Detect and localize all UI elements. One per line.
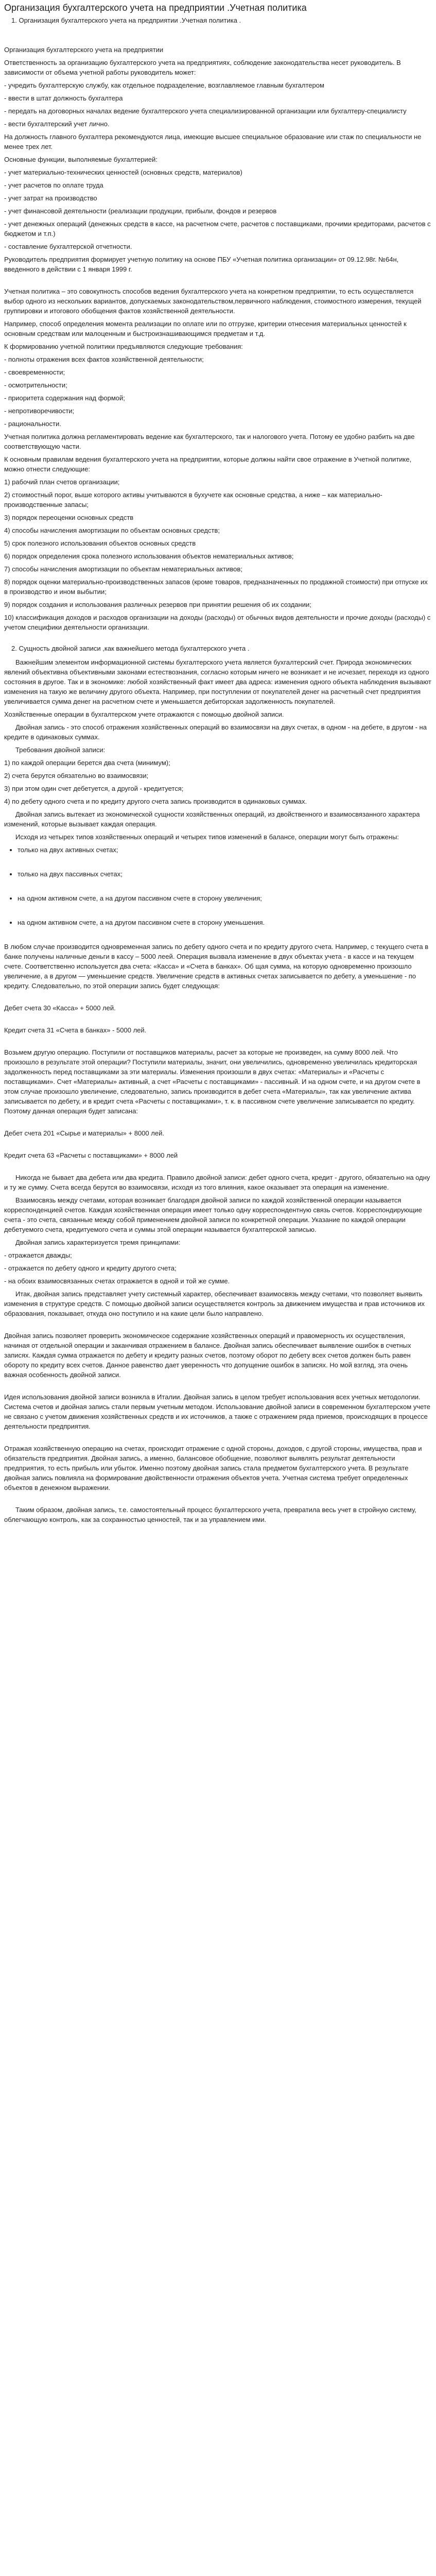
paragraph: - непротиворечивости; <box>4 407 75 415</box>
paragraph: Учетная политика – это совокупность способов ведения бухгалтерского учета на конкретном предприятии, то есть осуществляется выбор одного из нескольких вариантов, допускаемых законодательством,первичного наблюдения, стоимостного измерения, текущей группировки и итогового обобщения фактов хозяйственной деятельности. <box>4 287 422 315</box>
paragraph: - учет материально-технических ценностей (основных средств, материалов) <box>4 168 242 176</box>
paragraph: Ответственность за организацию бухгалтерского учета на предприятиях, соблюдение законодательства несет руководитель. В зависимости от объема учетной работы руководитель может: <box>4 59 401 76</box>
paragraph: В любом случае производится одновременная запись по дебету одного счета и по кредиту другого счета. Например, с текущего счета в банке получены наличные деньги в кассу – 5000 леей. Операция вызвала изменение в двух объектах учета - в кассе и на текущем счете. Соответственно используется два счета: «Касса» и «Счета в банках». Об щая сумма, на которую одновременно произошло увеличение, а в другом — уменьшение средств. Увеличение средств в активных счетах записывается по дебету, а уменьшение - по кредиту. Следовательно, по этой операции запись будет следующая: <box>4 943 429 990</box>
paragraph: - полноты отражения всех фактов хозяйственной деятельности; <box>4 355 204 363</box>
paragraph: Таким образом, двойная запись, т.е. самостоятельный процесс бухгалтерского учета, превратила весь учет в стройную систему, облегчающую контроль, как за сохранностью ценностей, так и за управлением ими. <box>4 1506 416 1523</box>
paragraph: 5) срок полезного использования объектов основных средств <box>4 539 196 547</box>
accounting-entry: Дебет счета 201 «Сырье и материалы» + 8000 лей. <box>4 1129 164 1137</box>
paragraph: 9) порядок создания и использования различных резервов при принятии решения об их создании; <box>4 601 311 608</box>
paragraph: К формированию учетной политики предъявляются следующие требования: <box>4 343 243 350</box>
accounting-entry: Кредит счета 63 «Расчеты с поставщиками» + 8000 лей <box>4 1151 178 1159</box>
paragraph: - передать на договорных началах ведение бухгалтерского учета специализированной организации или бухгалтеру-специалисту <box>4 107 407 115</box>
paragraph: Идея использования двойной записи возникла в Италии. Двойная запись в целом требует использования всех учетных методологии. Система счетов и двойная запись стали первым учетным методом. Использование двойной записи в современном бухгалтерском учете не связано с учетом движения хозяйственных средств и их источников, а также с отражением ряда приемов, происходящих в процессе деятельности предприятия. <box>4 1393 430 1430</box>
paragraph: 2) стоимостный порог, выше которого активы учитываются в бухучете как основные средства, а ниже – как материально-производственные запасы; <box>4 491 382 509</box>
section-accounting-policy <box>4 286 432 632</box>
paragraph: 1) по каждой операции берется два счета (минимум); <box>4 759 170 767</box>
paragraph: Возьмем другую операцию. Поступили от поставщиков материалы, расчет за которые не произведен, на сумму 8000 лей. Что произошло в результате этой операции? Поступили материалы, значит, они увеличились, одновременно увеличилась кредиторская задолженность перед поставщиками за эти материалы. Изменения произошли в двух счетах: «Материалы» и «Расчеты с поставщиками». Счет «Материалы» активный, а счет «Расчеты с поставщиками» - пассивный. И на одном счете, и на другом счете в этом случае произошло увеличение, следовательно, запись производится в дебет счета «Материалы», так как увеличение актива записывается по дебету, и в кредит счета «Расчеты с поставщиками», т. к. в пассивном счете увеличение записывается по кредиту. Поэтому данная операция будет записана: <box>4 1048 421 1115</box>
paragraph: - ввести в штат должность бухгалтера <box>4 94 123 102</box>
paragraph: 3) порядок переоценки основных средств <box>4 514 134 521</box>
paragraph: На должность главного бухгалтера рекомендуются лица, имеющие высшее специальное образование или стаж по специальности не менее трех лет. <box>4 133 422 150</box>
paragraph: Например, способ определения момента реализации по оплате или по отгрузке, критерии отнесения материальных ценностей к основным средствам или малоценным и быстроизнашивающимся предметам и т.д. <box>4 320 407 337</box>
paragraph: Требования двойной записи: <box>15 746 106 754</box>
paragraph: Исходя из четырех типов хозяйственных операций и четырех типов изменений в балансе, операции могут быть отражены: <box>15 833 399 841</box>
paragraph: Хозяйственные операции в бухгалтерском учете отражаются с помощью двойной записи. <box>4 710 284 718</box>
paragraph: - на обоих взаимосвязанных счетах отражается в одной и той же сумме. <box>4 1277 230 1285</box>
paragraph: - рациональности. <box>4 420 61 428</box>
paragraph: Двойная запись - это способ отражения хозяйственных операций во взаимосвязи на двух счетах, в одном - на дебете, в другом - на кредите в одинаковых суммах. <box>4 723 427 741</box>
paragraph: - учет финансовой деятельности (реализации продукции, прибыли, фондов и резервов <box>4 207 277 215</box>
accounting-entry: Кредит счета 31 «Счета в банках» - 5000 лей. <box>4 1026 147 1034</box>
section-double-entry <box>4 657 432 1524</box>
paragraph: Отражая хозяйственную операцию на счетах, происходит отражение с одной стороны, доходов, с другой стороны, имущества, прав и обязательств предприятия. Двойная запись, а именно, балансовое обобщение, позволяют выявлять результат деятельности предприятия, то есть прибыль или убыток. Именно поэтому двойная запись стала предметом бухгалтерского учета. В результате двойная запись повлияла на формирование двойственности отражения объектов учета. Учетная система требует определенных объектов в денежном выражении. <box>4 1445 422 1492</box>
paragraph: Двойная запись вытекает из экономической сущности хозяйственных операций, из двойственного и взаимосвязанного характера изменений, которые вызывает каждая операция. <box>4 810 420 828</box>
paragraph: 4) способы начисления амортизации по объектам основных средств; <box>4 527 220 534</box>
paragraph: Важнейшим элементом информационной системы бухгалтерского учета является бухгалтерский счет. Природа экономических явлений объективна объективными законами естествознания, согласно которым ничего не возникает и не исчезает, переходя из одного состояния в другое. Так и в экономике: любой хозяйственный факт имеет два адреса: изменения одного объекта наблюдения вызывают изменения на такую же величину другого объекта. Например, при поступлении от покупателей денег на расчетный счет предприятия увеличивается сумма денег на расчетном счете и уменьшается дебиторская задолженность покупателей. <box>4 658 431 705</box>
paragraph: - приоритета содержания над формой; <box>4 394 125 402</box>
paragraph: Взаимосвязь между счетами, которая возникает благодаря двойной записи по каждой хозяйственной операции называется корреспонденцией счетов. Каждая хозяйственная операция имеет только одну корреспондентную связь счетов. Корреспондирующие счета - это счета, связанные между собой применением двойной записи по конкретной операции. Указание по каждой операции дебетуемого счета, кредитуемого счета и суммы этой операции называется бухгалтерской записью. <box>4 1196 422 1233</box>
paragraph: Руководитель предприятия формирует учетную политику на основе ПБУ «Учетная политика организации» от 09.12.98г. №64н, введенного в действии с 1 января 1999 г. <box>4 256 399 273</box>
paragraph: 10) классификация доходов и расходов организации на доходы (расходы) от обычных видов деятельности и прочие доходы (расходы) с учетом специфики деятельности организации. <box>4 614 431 631</box>
paragraph: - отражается по дебету одного и кредиту другого счета; <box>4 1264 177 1272</box>
paragraph: 6) порядок определения срока полезного использования объектов нематериальных активов; <box>4 552 294 560</box>
paragraph: - своевременности; <box>4 368 65 376</box>
list-item: • на одном активном счете, а на другом пассивном счете в сторону увеличения; <box>18 893 432 903</box>
list-item: • только на двух пассивных счетах; <box>18 869 432 879</box>
paragraph: Никогда не бывает два дебета или два кредита. Правило двойной записи: дебет одного счета, кредит - другого, обязательно на одну и ту же сумму. Счета всегда берутся во взаимосвязи, исходя из того влияния, какое оказывает эта операция на изменение. <box>4 1174 430 1191</box>
paragraph: - отражается дважды; <box>4 1251 72 1259</box>
paragraph: - осмотрительности; <box>4 381 67 389</box>
paragraph: 1) рабочий план счетов организации; <box>4 478 120 486</box>
paragraph: - учредить бухгалтерскую службу, как отдельное подразделение, возглавляемое главным бухгалтером <box>4 81 324 89</box>
paragraph: Основные функции, выполняемые бухгалтерией: <box>4 156 158 163</box>
paragraph: Учетная политика должна регламентировать ведение как бухгалтерского, так и налогового учета. Потому ее удобно разбить на две соответствующую части. <box>4 433 415 450</box>
paragraph: - вести бухгалтерский учет лично. <box>4 120 110 128</box>
paragraph: 8) порядок оценки материально-производственных запасов (кроме товаров, предназначенных по продажной стоимости) при отпуске их в производство и ином выбытии; <box>4 578 428 596</box>
paragraph: - учет денежных операций (денежных средств в кассе, на расчетном счете, расчетов с поставщиками, прочими кредиторами, расчетов с бюджетом и т.п.) <box>4 220 431 238</box>
paragraph: - учет затрат на производство <box>4 194 97 202</box>
paragraph: Двойная запись характеризуется тремя принципами: <box>15 1239 181 1246</box>
paragraph: Двойная запись позволяет проверить экономическое содержание хозяйственных операций и правомерность их осуществления, начиная от отдельной операции и заканчивая отражением в балансе. Двойная запись обеспечивает выявление ошибок в счетных записях. Каждая сумма отражается по дебету и кредиту разных счетов, поэтому оборот по дебету всех счетов должен быть равен обороту по кредиту всех счетов. Данное равенство дает уверенность что допущение ошибок в записях. Но мой взгляд, эта очень важная особенность двойной записи. <box>4 1332 411 1379</box>
paragraph: 2) счета берутся обязательно во взаимосвязи; <box>4 772 149 779</box>
paragraph: К основным правилам ведения бухгалтерского учета на предприятии, которые должны найти свое отражение в Учетной политике, можно отнести следующие: <box>4 455 412 473</box>
section-heading-2: 2. Сущность двойной записи ,как важнейшего метода бухгалтерского учета . <box>11 645 250 652</box>
paragraph: - составление бухгалтерской отчетности. <box>4 243 132 250</box>
section-heading-1: 1. Организация бухгалтерского учета на предприятии .Учетная политика . <box>11 16 241 24</box>
paragraph: - учет расчетов по оплате труда <box>4 181 103 189</box>
list-item: • только на двух активных счетах; <box>18 845 432 855</box>
list-item: • на одном активном счете, а на другом пассивном счете в сторону уменьшения. <box>18 918 432 927</box>
paragraph: 3) при этом один счет дебетуется, а другой - кредитуется; <box>4 785 184 792</box>
paragraph: 4) по дебету одного счета и по кредиту другого счета запись производится в одинаковых суммах. <box>4 798 307 805</box>
accounting-entry: Дебет счета 30 «Касса» + 5000 лей. <box>4 1004 116 1012</box>
section-organization <box>4 45 432 274</box>
paragraph: Организация бухгалтерского учета на предприятии <box>4 46 164 54</box>
bullet-list <box>4 845 432 927</box>
page-title: Организация бухгалтерского учета на предприятии .Учетная политика <box>4 3 307 13</box>
paragraph: Итак, двойная запись представляет учету системный характер, обеспечивает взаимосвязь между счетами, что позволяет выявить изменения в структуре средств. С помощью двойной записи осуществляется контроль за движением имущества и прав источников их образования, показывает, откуда оно поступило и на какие цели было направлено. <box>4 1290 425 1317</box>
paragraph: 7) способы начисления амортизации по объектам нематериальных активов; <box>4 565 242 573</box>
